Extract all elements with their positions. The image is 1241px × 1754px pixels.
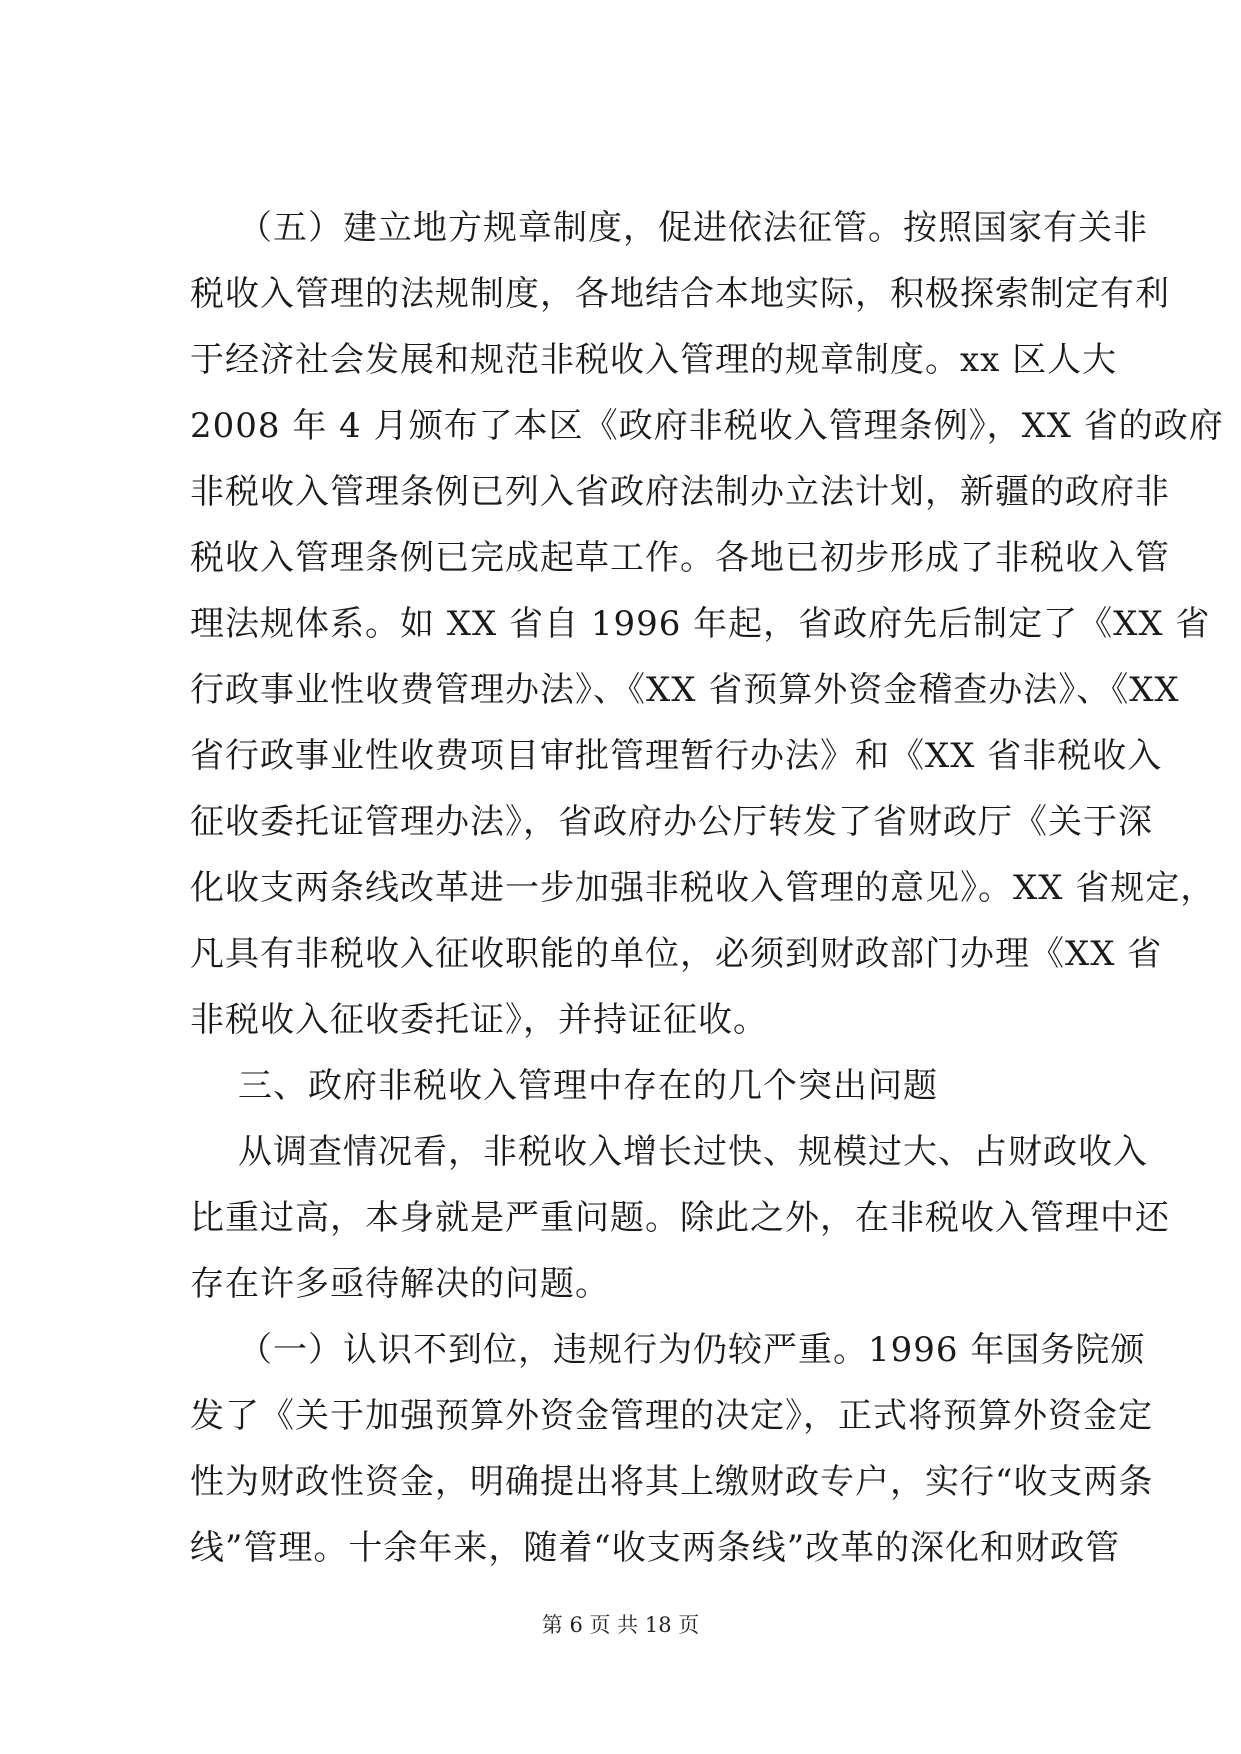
paragraph-line: （一）认识不到位，违规行为仍较严重。1996 年国务院颁 [238, 1330, 1146, 1370]
paragraph-line: 征收委托证管理办法》，省政府办公厅转发了省财政厅《关于深 [190, 802, 1153, 842]
paragraph-line: 省行政事业性收费项目审批管理暂行办法》和《XX 省非税收入 [190, 736, 1163, 776]
paragraph-line: 发了《关于加强预算外资金管理的决定》，正式将预算外资金定 [190, 1396, 1153, 1436]
paragraph-line: 存在许多亟待解决的问题。 [190, 1264, 610, 1304]
paragraph-line: （五）建立地方规章制度，促进依法征管。按照国家有关非 [238, 208, 1148, 248]
paragraph-line: 理法规体系。如 XX 省自 1996 年起，省政府先后制定了《XX 省 [190, 604, 1211, 644]
paragraph-line: 从调查情况看，非税收入增长过快、规模过大、占财政收入 [238, 1132, 1148, 1172]
paragraph-line: 凡具有非税收入征收职能的单位，必须到财政部门办理《XX 省 [190, 934, 1163, 974]
paragraph-line: 税收入管理的法规制度，各地结合本地实际，积极探索制定有利 [190, 274, 1170, 314]
paragraph-line: 2008 年 4 月颁布了本区《政府非税收入管理条例》，XX 省的政府 [190, 406, 1224, 446]
section-heading: 三、政府非税收入管理中存在的几个突出问题 [238, 1066, 938, 1106]
paragraph-line: 线”管理。十余年来，随着“收支两条线”改革的深化和财政管 [190, 1528, 1121, 1568]
paragraph-line: 于经济社会发展和规范非税收入管理的规章制度。xx 区人大 [190, 340, 1118, 380]
paragraph-line: 比重过高，本身就是严重问题。除此之外，在非税收入管理中还 [190, 1198, 1170, 1238]
paragraph-line: 行政事业性收费管理办法》、《XX 省预算外资金稽查办法》、《XX [190, 670, 1180, 710]
paragraph-line: 非税收入管理条例已列入省政府法制办立法计划，新疆的政府非 [190, 472, 1170, 512]
paragraph-line: 化收支两条线改革进一步加强非税收入管理的意见》。XX 省规定， [190, 868, 1216, 908]
paragraph-line: 非税收入征收委托证》，并持证征收。 [190, 1000, 768, 1040]
paragraph-line: 税收入管理条例已完成起草工作。各地已初步形成了非税收入管 [190, 538, 1170, 578]
page-number-footer: 第 6 页 共 18 页 [541, 1613, 700, 1637]
paragraph-line: 性为财政性资金，明确提出将其上缴财政专户，实行“收支两条 [190, 1462, 1154, 1502]
